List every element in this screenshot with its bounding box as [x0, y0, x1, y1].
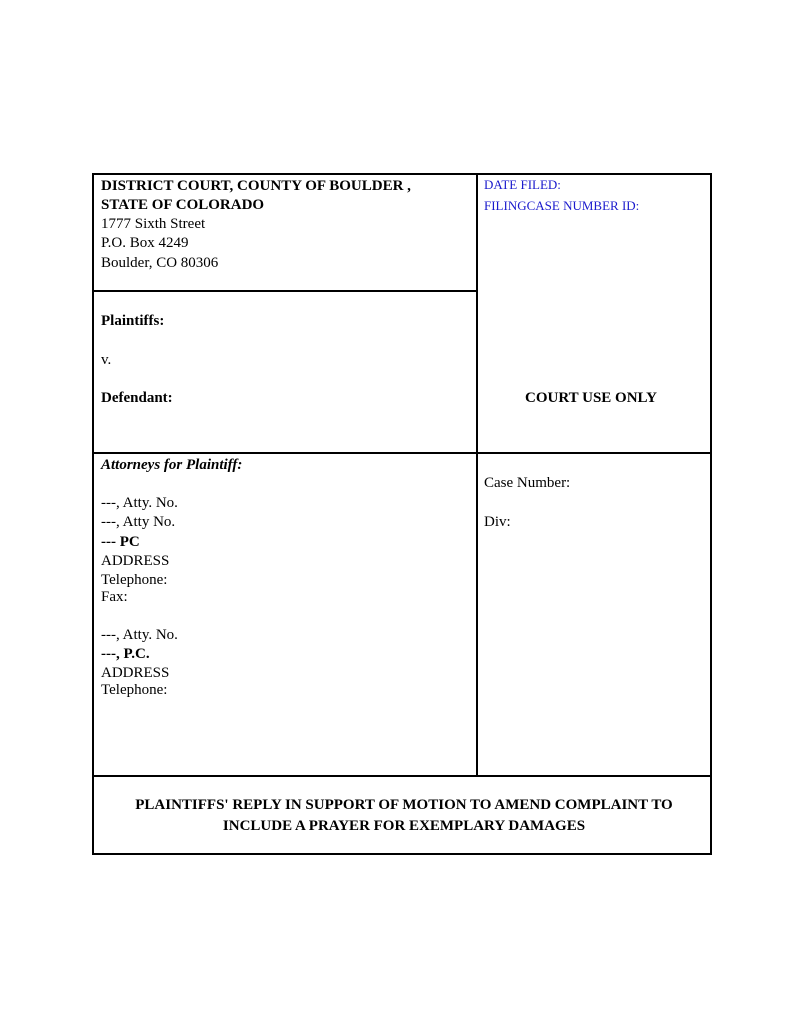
firm2-telephone: Telephone: — [101, 682, 168, 698]
court-divider — [94, 290, 477, 292]
firm1-address: ADDRESS — [101, 553, 170, 569]
document-title-line1: PLAINTIFFS' REPLY IN SUPPORT OF MOTION TO AMEND COMPLAINT TO — [135, 797, 673, 813]
attorney-line2: ---, Atty No. — [101, 514, 176, 530]
plaintiffs-label: Plaintiffs: — [101, 313, 165, 329]
firm1-telephone: Telephone: — [101, 572, 168, 588]
court-name-line2: STATE OF COLORADO — [101, 197, 265, 213]
defendant-label: Defendant: — [101, 390, 173, 406]
filing-id-label: FILINGCASE NUMBER ID: — [484, 198, 640, 213]
document-title-line2: INCLUDE A PRAYER FOR EXEMPLARY DAMAGES — [222, 818, 586, 834]
versus-label: v. — [101, 352, 112, 368]
caption-box — [92, 173, 712, 855]
title-divider — [94, 775, 710, 777]
case-number-label: Case Number: — [484, 475, 571, 491]
court-city: Boulder, CO 80306 — [101, 255, 219, 271]
firm1-fax: Fax: — [101, 589, 128, 605]
court-use-only: COURT USE ONLY — [525, 390, 658, 406]
column-divider — [476, 175, 478, 776]
court-street: 1777 Sixth Street — [101, 216, 206, 232]
firm2-address: ADDRESS — [101, 665, 170, 681]
parties-divider — [94, 452, 710, 454]
firm2-name: ---, P.C. — [101, 646, 150, 662]
date-filed-label: DATE FILED: — [484, 177, 561, 192]
firm1-name: --- PC — [101, 534, 140, 550]
court-po-box: P.O. Box 4249 — [101, 235, 189, 251]
attorney-line3: ---, Atty. No. — [101, 627, 178, 643]
attorneys-heading: Attorneys for Plaintiff: — [101, 457, 243, 473]
div-label: Div: — [484, 514, 511, 530]
court-name-line1: DISTRICT COURT, COUNTY OF BOULDER , — [101, 178, 411, 194]
attorney-line1: ---, Atty. No. — [101, 495, 178, 511]
